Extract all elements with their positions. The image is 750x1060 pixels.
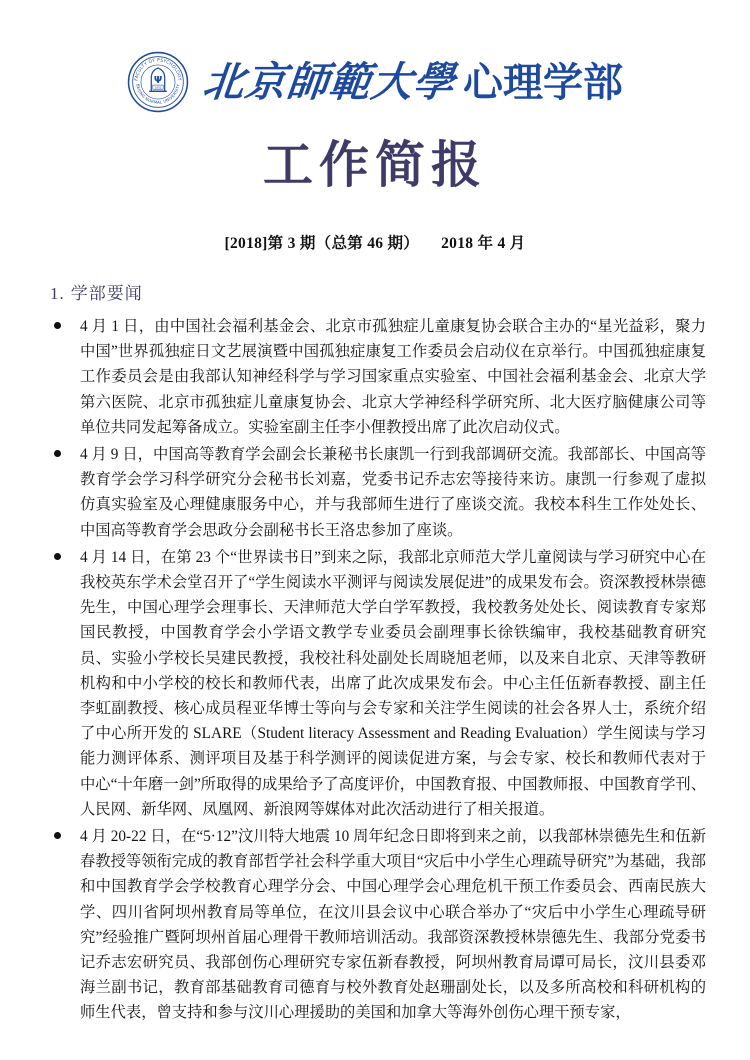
bullet-icon	[54, 553, 61, 560]
svg-text:BEIJING NORMAL UNIVERSITY: BEIJING NORMAL UNIVERSITY	[135, 83, 181, 105]
news-item-text: 4 月 14 日，在第 23 个“世界读书日”到来之际，我部北京师范大学儿童阅读与学习研究中心在我校英东学术会堂召开了“学生阅读水平测评与阅读发展促进”的成果发布会。资深教授林崇德先生，中国心理学会理事长、天津师范大学白学军教授，我校教务处处长、阅读教育专家郑国民教授，中国教育学会小学语文教学专业委员会副理事长徐铁编审，我校基础教育研究员、实验小学校长吴建民教授，我校社科处副处长周晓旭老师，以及来自北京、天津等教研机构和中小学校的校长和教师代表，出席了此次成果发布会。中心主任伍新春教授、副主任李虹副教授、核心成员程亚华博士等向与会专家和关注学生阅读的社会各界人士，系统介绍了中心所开发的 SLARE（Student literacy Assessment and Reading Evaluation）学生阅读与学习能力测评体系、测评项目及基于科学测评的阅读促进方案，与会专家、校长和教师代表对于中心“十年磨一剑”所取得的成果给予了高度评价，中国教育报、中国教师报、中国教育学刊、人民网、新华网、凤凰网、新浪网等媒体对此次活动进行了相关报道。	[80, 548, 706, 818]
list-item	[44, 545, 706, 822]
university-seal-icon	[127, 51, 189, 113]
svg-text:1902: 1902	[154, 85, 162, 90]
masthead	[44, 0, 706, 106]
bullet-icon	[54, 832, 61, 839]
section-heading	[50, 279, 706, 304]
logo-university-name: 北京師範大學	[200, 58, 458, 105]
issue-date: 2018 年 4 月	[441, 235, 526, 252]
logo-faculty-name: 心理学部	[463, 59, 623, 106]
page-title: 工作简报	[263, 137, 487, 193]
news-item-text: 4 月 1 日，由中国社会福利基金会、北京市孤独症儿童康复协会联合主办的“星光益彩，聚力中国”世界孤独症日文艺展演暨中国孤独症康复工作委员会启动仪在京举行。中国孤独症康复工作委员会是由我部认知神经科学与学习国家重点实验室、中国社会福利基金会、北京大学第六医院、北京市孤独症儿童康复协会、北京大学神经科学研究所、北大医疗脑健康公司等单位共同发起筹备成立。实验室副主任李小俚教授出席了此次启动仪式。	[80, 318, 706, 436]
svg-text:FACULTY OF PSYCHOLOGY: FACULTY OF PSYCHOLOGY	[134, 58, 182, 82]
list-item	[44, 314, 706, 440]
news-list	[44, 314, 706, 1026]
news-item-text: 4 月 9 日，中国高等教育学会副会长兼秘书长康凯一行到我部调研交流。我部部长、中国高等教育学会学习科学研究分会秘书长刘嘉，党委书记乔志宏等接待来访。康凯一行参观了虚拟仿真实验室及心理健康服务中心，并与我部师生进行了座谈交流。我校本科生工作处处长、中国高等教育学会思政分会副秘书长王洛忠参加了座谈。	[80, 446, 706, 539]
section-number: 1.	[50, 284, 65, 303]
logo-wordmark	[200, 58, 623, 106]
issue-line	[44, 231, 706, 253]
issue-number: [2018]第 3 期（总第 46 期）	[224, 235, 420, 252]
list-item	[44, 824, 706, 1026]
section-label: 学部要闻	[70, 284, 143, 303]
svg-text:Ψ: Ψ	[153, 75, 163, 87]
bullet-icon	[54, 322, 61, 329]
list-item	[44, 442, 706, 543]
bullet-icon	[54, 450, 61, 457]
news-item-text: 4 月 20-22 日，在“5·12”汶川特大地震 10 周年纪念日即将到来之前，以我部林崇德先生和伍新春教授等领衔完成的教育部哲学社会科学重大项目“灾后中小学生心理疏导研究”为基础，我部和中国教育学会学校教育心理学分会、中国心理学会心理危机干预工作委员会、西南民族大学、四川省阿坝州教育局等单位，在汶川县会议中心联合举办了“灾后中小学生心理疏导研究”经验推广暨阿坝州首届心理骨干教师培训活动。我部资深教授林崇德先生、我部分党委书记乔志宏研究员、我部创伤心理研究专家伍新春教授，阿坝州教育局谭可局长，汶川县委邓海兰副书记，教育部基础教育司德育与校外教育处赵珊副处长，以及多所高校和科研机构的师生代表，曾支持和参与汶川心理援助的美国和加拿大等海外创伤心理干预专家，	[80, 828, 706, 1022]
